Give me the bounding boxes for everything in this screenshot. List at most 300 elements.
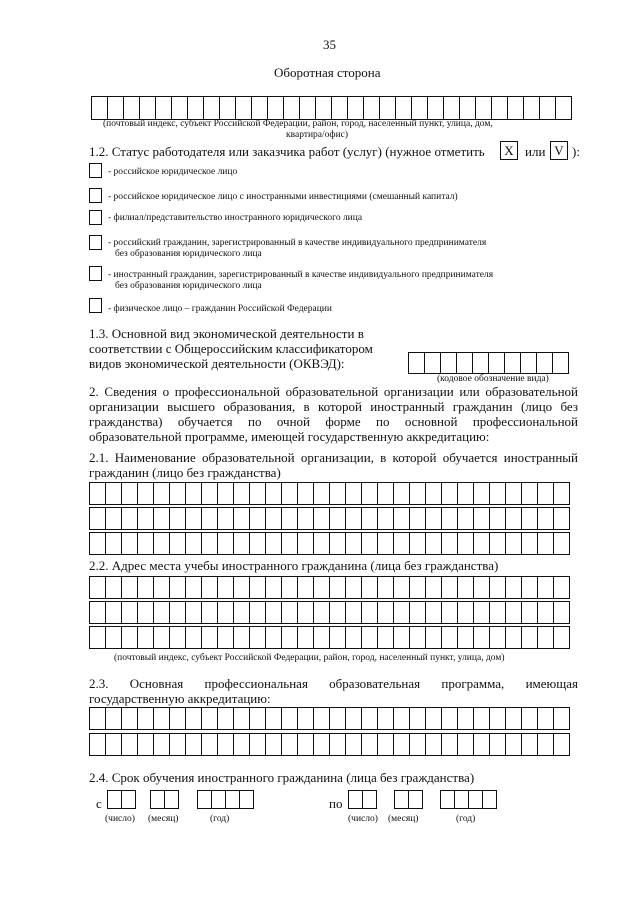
grid-cell[interactable] — [329, 576, 346, 599]
grid-cell[interactable] — [553, 601, 570, 624]
grid-cell[interactable] — [233, 532, 250, 555]
grid-cell[interactable] — [297, 707, 314, 730]
grid-cell[interactable] — [345, 576, 362, 599]
grid-cell[interactable] — [440, 352, 457, 374]
grid-cell[interactable] — [265, 707, 282, 730]
grid-cell[interactable] — [329, 482, 346, 505]
grid-cell[interactable] — [233, 733, 250, 756]
grid-cell[interactable] — [217, 507, 234, 530]
grid-cell[interactable] — [153, 576, 170, 599]
grid-cell[interactable] — [121, 733, 138, 756]
grid-cell[interactable] — [297, 576, 314, 599]
grid-cell[interactable] — [427, 96, 444, 120]
grid-cell[interactable] — [361, 576, 378, 599]
grid-cell[interactable] — [505, 733, 522, 756]
grid-cell[interactable] — [265, 733, 282, 756]
grid-cell[interactable] — [137, 626, 154, 649]
grid-cell[interactable] — [553, 482, 570, 505]
grid-cell[interactable] — [329, 733, 346, 756]
grid-cell[interactable] — [361, 482, 378, 505]
grid-cell[interactable] — [441, 626, 458, 649]
grid-cell[interactable] — [89, 507, 106, 530]
grid-cell[interactable] — [425, 626, 442, 649]
grid-cell[interactable] — [107, 96, 124, 120]
to-day-grid[interactable] — [348, 790, 376, 809]
grid-cell[interactable] — [377, 601, 394, 624]
grid-cell[interactable] — [137, 707, 154, 730]
grid-cell[interactable] — [537, 482, 554, 505]
grid-cell[interactable] — [537, 601, 554, 624]
grid-cell[interactable] — [537, 576, 554, 599]
grid-cell[interactable] — [217, 707, 234, 730]
grid-cell[interactable] — [345, 507, 362, 530]
grid-cell[interactable] — [265, 626, 282, 649]
grid-cell[interactable] — [185, 576, 202, 599]
grid-cell[interactable] — [521, 707, 538, 730]
grid-cell[interactable] — [377, 482, 394, 505]
grid-cell[interactable] — [345, 482, 362, 505]
grid-cell[interactable] — [281, 626, 298, 649]
grid-cell[interactable] — [297, 733, 314, 756]
grid-cell[interactable] — [488, 352, 505, 374]
grid-cell[interactable] — [169, 707, 186, 730]
grid-cell[interactable] — [347, 96, 364, 120]
program-grid-row-1[interactable] — [89, 707, 569, 730]
grid-cell[interactable] — [489, 601, 506, 624]
status-checkbox-russian-entrepreneur[interactable] — [89, 235, 102, 250]
grid-cell[interactable] — [217, 733, 234, 756]
grid-cell[interactable] — [329, 601, 346, 624]
grid-cell[interactable] — [409, 707, 426, 730]
grid-cell[interactable] — [315, 96, 332, 120]
grid-cell[interactable] — [489, 507, 506, 530]
grid-cell[interactable] — [105, 707, 122, 730]
grid-cell[interactable] — [537, 733, 554, 756]
org-name-grid-row-1[interactable] — [89, 482, 569, 505]
grid-cell[interactable] — [441, 707, 458, 730]
grid-cell[interactable] — [409, 532, 426, 555]
grid-cell[interactable] — [537, 507, 554, 530]
grid-cell[interactable] — [233, 601, 250, 624]
grid-cell[interactable] — [265, 532, 282, 555]
grid-cell[interactable] — [169, 576, 186, 599]
grid-cell[interactable] — [377, 576, 394, 599]
grid-cell[interactable] — [441, 733, 458, 756]
grid-cell[interactable] — [89, 626, 106, 649]
grid-cell[interactable] — [265, 482, 282, 505]
grid-cell[interactable] — [457, 601, 474, 624]
grid-cell[interactable] — [457, 626, 474, 649]
grid-cell[interactable] — [123, 96, 140, 120]
grid-cell[interactable] — [408, 790, 423, 809]
grid-cell[interactable] — [105, 576, 122, 599]
grid-cell[interactable] — [521, 532, 538, 555]
grid-cell[interactable] — [505, 482, 522, 505]
address-grid[interactable] — [91, 96, 571, 120]
grid-cell[interactable] — [329, 707, 346, 730]
grid-cell[interactable] — [89, 576, 106, 599]
grid-cell[interactable] — [265, 507, 282, 530]
grid-cell[interactable] — [185, 507, 202, 530]
grid-cell[interactable] — [489, 707, 506, 730]
grid-cell[interactable] — [425, 507, 442, 530]
grid-cell[interactable] — [521, 507, 538, 530]
grid-cell[interactable] — [468, 790, 483, 809]
grid-cell[interactable] — [473, 601, 490, 624]
grid-cell[interactable] — [443, 96, 460, 120]
grid-cell[interactable] — [393, 482, 410, 505]
grid-cell[interactable] — [217, 532, 234, 555]
grid-cell[interactable] — [505, 707, 522, 730]
grid-cell[interactable] — [425, 707, 442, 730]
grid-cell[interactable] — [555, 96, 572, 120]
to-year-grid[interactable] — [440, 790, 496, 809]
grid-cell[interactable] — [441, 507, 458, 530]
grid-cell[interactable] — [377, 532, 394, 555]
grid-cell[interactable] — [489, 576, 506, 599]
grid-cell[interactable] — [249, 576, 266, 599]
grid-cell[interactable] — [89, 733, 106, 756]
grid-cell[interactable] — [185, 733, 202, 756]
grid-cell[interactable] — [313, 626, 330, 649]
grid-cell[interactable] — [425, 576, 442, 599]
grid-cell[interactable] — [217, 601, 234, 624]
grid-cell[interactable] — [553, 626, 570, 649]
grid-cell[interactable] — [297, 507, 314, 530]
grid-cell[interactable] — [185, 601, 202, 624]
grid-cell[interactable] — [472, 352, 489, 374]
grid-cell[interactable] — [169, 601, 186, 624]
from-month-grid[interactable] — [150, 790, 178, 809]
grid-cell[interactable] — [171, 96, 188, 120]
grid-cell[interactable] — [121, 790, 136, 809]
grid-cell[interactable] — [249, 707, 266, 730]
grid-cell[interactable] — [491, 96, 508, 120]
grid-cell[interactable] — [89, 707, 106, 730]
grid-cell[interactable] — [201, 482, 218, 505]
grid-cell[interactable] — [393, 532, 410, 555]
grid-cell[interactable] — [457, 576, 474, 599]
grid-cell[interactable] — [362, 790, 377, 809]
grid-cell[interactable] — [409, 733, 426, 756]
grid-cell[interactable] — [121, 482, 138, 505]
grid-cell[interactable] — [473, 576, 490, 599]
grid-cell[interactable] — [201, 576, 218, 599]
grid-cell[interactable] — [507, 96, 524, 120]
grid-cell[interactable] — [169, 482, 186, 505]
grid-cell[interactable] — [379, 96, 396, 120]
grid-cell[interactable] — [539, 96, 556, 120]
grid-cell[interactable] — [394, 790, 409, 809]
grid-cell[interactable] — [185, 532, 202, 555]
grid-cell[interactable] — [233, 707, 250, 730]
grid-cell[interactable] — [393, 707, 410, 730]
grid-cell[interactable] — [203, 96, 220, 120]
grid-cell[interactable] — [89, 601, 106, 624]
from-day-grid[interactable] — [107, 790, 135, 809]
grid-cell[interactable] — [553, 576, 570, 599]
grid-cell[interactable] — [457, 507, 474, 530]
grid-cell[interactable] — [425, 532, 442, 555]
grid-cell[interactable] — [553, 507, 570, 530]
grid-cell[interactable] — [441, 532, 458, 555]
grid-cell[interactable] — [105, 601, 122, 624]
grid-cell[interactable] — [185, 626, 202, 649]
grid-cell[interactable] — [552, 352, 569, 374]
grid-cell[interactable] — [489, 626, 506, 649]
grid-cell[interactable] — [409, 601, 426, 624]
grid-cell[interactable] — [363, 96, 380, 120]
grid-cell[interactable] — [201, 532, 218, 555]
grid-cell[interactable] — [553, 532, 570, 555]
grid-cell[interactable] — [281, 532, 298, 555]
grid-cell[interactable] — [249, 532, 266, 555]
grid-cell[interactable] — [329, 626, 346, 649]
grid-cell[interactable] — [345, 626, 362, 649]
status-checkbox-mixed-capital[interactable] — [89, 188, 102, 203]
grid-cell[interactable] — [473, 482, 490, 505]
grid-cell[interactable] — [505, 532, 522, 555]
grid-cell[interactable] — [313, 576, 330, 599]
grid-cell[interactable] — [201, 733, 218, 756]
grid-cell[interactable] — [265, 576, 282, 599]
grid-cell[interactable] — [233, 576, 250, 599]
grid-cell[interactable] — [377, 507, 394, 530]
grid-cell[interactable] — [281, 707, 298, 730]
grid-cell[interactable] — [393, 576, 410, 599]
grid-cell[interactable] — [153, 507, 170, 530]
grid-cell[interactable] — [239, 790, 254, 809]
grid-cell[interactable] — [297, 532, 314, 555]
grid-cell[interactable] — [505, 626, 522, 649]
grid-cell[interactable] — [456, 352, 473, 374]
grid-cell[interactable] — [313, 507, 330, 530]
grid-cell[interactable] — [153, 733, 170, 756]
grid-cell[interactable] — [345, 707, 362, 730]
grid-cell[interactable] — [137, 576, 154, 599]
grid-cell[interactable] — [225, 790, 240, 809]
grid-cell[interactable] — [425, 601, 442, 624]
grid-cell[interactable] — [169, 507, 186, 530]
grid-cell[interactable] — [345, 733, 362, 756]
grid-cell[interactable] — [121, 507, 138, 530]
grid-cell[interactable] — [121, 532, 138, 555]
grid-cell[interactable] — [201, 626, 218, 649]
grid-cell[interactable] — [361, 626, 378, 649]
grid-cell[interactable] — [425, 733, 442, 756]
grid-cell[interactable] — [185, 482, 202, 505]
grid-cell[interactable] — [217, 576, 234, 599]
program-grid-row-2[interactable] — [89, 733, 569, 756]
grid-cell[interactable] — [521, 626, 538, 649]
grid-cell[interactable] — [537, 532, 554, 555]
grid-cell[interactable] — [395, 96, 412, 120]
okved-code-grid[interactable] — [408, 352, 568, 374]
grid-cell[interactable] — [217, 482, 234, 505]
grid-cell[interactable] — [105, 532, 122, 555]
grid-cell[interactable] — [105, 507, 122, 530]
grid-cell[interactable] — [457, 707, 474, 730]
grid-cell[interactable] — [408, 352, 425, 374]
grid-cell[interactable] — [201, 707, 218, 730]
grid-cell[interactable] — [441, 601, 458, 624]
grid-cell[interactable] — [425, 482, 442, 505]
grid-cell[interactable] — [475, 96, 492, 120]
status-checkbox-foreign-entrepreneur[interactable] — [89, 266, 102, 281]
grid-cell[interactable] — [297, 601, 314, 624]
grid-cell[interactable] — [137, 532, 154, 555]
grid-cell[interactable] — [137, 482, 154, 505]
grid-cell[interactable] — [345, 532, 362, 555]
grid-cell[interactable] — [281, 482, 298, 505]
grid-cell[interactable] — [91, 96, 108, 120]
grid-cell[interactable] — [393, 626, 410, 649]
grid-cell[interactable] — [313, 482, 330, 505]
grid-cell[interactable] — [153, 601, 170, 624]
grid-cell[interactable] — [197, 790, 212, 809]
grid-cell[interactable] — [523, 96, 540, 120]
grid-cell[interactable] — [409, 576, 426, 599]
grid-cell[interactable] — [249, 626, 266, 649]
grid-cell[interactable] — [201, 507, 218, 530]
status-checkbox-individual[interactable] — [89, 298, 102, 313]
grid-cell[interactable] — [440, 790, 455, 809]
grid-cell[interactable] — [377, 707, 394, 730]
grid-cell[interactable] — [297, 626, 314, 649]
grid-cell[interactable] — [313, 707, 330, 730]
grid-cell[interactable] — [457, 532, 474, 555]
grid-cell[interactable] — [313, 601, 330, 624]
grid-cell[interactable] — [201, 601, 218, 624]
grid-cell[interactable] — [249, 482, 266, 505]
grid-cell[interactable] — [137, 507, 154, 530]
grid-cell[interactable] — [107, 790, 122, 809]
grid-cell[interactable] — [457, 733, 474, 756]
status-checkbox-russian-legal[interactable] — [89, 163, 102, 178]
grid-cell[interactable] — [121, 601, 138, 624]
grid-cell[interactable] — [361, 601, 378, 624]
grid-cell[interactable] — [409, 626, 426, 649]
grid-cell[interactable] — [233, 507, 250, 530]
grid-cell[interactable] — [377, 733, 394, 756]
grid-cell[interactable] — [233, 626, 250, 649]
grid-cell[interactable] — [505, 601, 522, 624]
grid-cell[interactable] — [329, 507, 346, 530]
to-month-grid[interactable] — [394, 790, 422, 809]
org-name-grid-row-3[interactable] — [89, 532, 569, 555]
grid-cell[interactable] — [297, 482, 314, 505]
grid-cell[interactable] — [233, 482, 250, 505]
grid-cell[interactable] — [313, 733, 330, 756]
grid-cell[interactable] — [393, 733, 410, 756]
grid-cell[interactable] — [424, 352, 441, 374]
grid-cell[interactable] — [361, 507, 378, 530]
grid-cell[interactable] — [521, 601, 538, 624]
grid-cell[interactable] — [521, 482, 538, 505]
grid-cell[interactable] — [473, 532, 490, 555]
grid-cell[interactable] — [249, 733, 266, 756]
grid-cell[interactable] — [219, 96, 236, 120]
grid-cell[interactable] — [217, 626, 234, 649]
grid-cell[interactable] — [393, 601, 410, 624]
grid-cell[interactable] — [553, 733, 570, 756]
grid-cell[interactable] — [164, 790, 179, 809]
grid-cell[interactable] — [265, 601, 282, 624]
grid-cell[interactable] — [520, 352, 537, 374]
grid-cell[interactable] — [313, 532, 330, 555]
grid-cell[interactable] — [329, 532, 346, 555]
grid-cell[interactable] — [249, 507, 266, 530]
grid-cell[interactable] — [536, 352, 553, 374]
grid-cell[interactable] — [105, 626, 122, 649]
grid-cell[interactable] — [137, 733, 154, 756]
grid-cell[interactable] — [409, 507, 426, 530]
from-year-grid[interactable] — [197, 790, 253, 809]
grid-cell[interactable] — [299, 96, 316, 120]
grid-cell[interactable] — [521, 733, 538, 756]
grid-cell[interactable] — [281, 576, 298, 599]
grid-cell[interactable] — [281, 507, 298, 530]
grid-cell[interactable] — [150, 790, 165, 809]
grid-cell[interactable] — [489, 532, 506, 555]
study-address-grid-row-3[interactable] — [89, 626, 569, 649]
grid-cell[interactable] — [473, 707, 490, 730]
grid-cell[interactable] — [155, 96, 172, 120]
grid-cell[interactable] — [473, 626, 490, 649]
grid-cell[interactable] — [361, 707, 378, 730]
grid-cell[interactable] — [441, 576, 458, 599]
study-address-grid-row-2[interactable] — [89, 601, 569, 624]
grid-cell[interactable] — [454, 790, 469, 809]
grid-cell[interactable] — [281, 601, 298, 624]
grid-cell[interactable] — [169, 532, 186, 555]
grid-cell[interactable] — [187, 96, 204, 120]
grid-cell[interactable] — [489, 733, 506, 756]
grid-cell[interactable] — [504, 352, 521, 374]
grid-cell[interactable] — [137, 601, 154, 624]
grid-cell[interactable] — [89, 532, 106, 555]
grid-cell[interactable] — [411, 96, 428, 120]
grid-cell[interactable] — [249, 601, 266, 624]
grid-cell[interactable] — [441, 482, 458, 505]
grid-cell[interactable] — [473, 507, 490, 530]
grid-cell[interactable] — [89, 482, 106, 505]
org-name-grid-row-2[interactable] — [89, 507, 569, 530]
grid-cell[interactable] — [348, 790, 363, 809]
grid-cell[interactable] — [283, 96, 300, 120]
grid-cell[interactable] — [169, 626, 186, 649]
grid-cell[interactable] — [121, 707, 138, 730]
grid-cell[interactable] — [505, 507, 522, 530]
grid-cell[interactable] — [153, 626, 170, 649]
grid-cell[interactable] — [537, 707, 554, 730]
grid-cell[interactable] — [331, 96, 348, 120]
grid-cell[interactable] — [457, 482, 474, 505]
grid-cell[interactable] — [153, 532, 170, 555]
grid-cell[interactable] — [169, 733, 186, 756]
grid-cell[interactable] — [139, 96, 156, 120]
grid-cell[interactable] — [393, 507, 410, 530]
status-checkbox-foreign-branch[interactable] — [89, 210, 102, 225]
grid-cell[interactable] — [105, 482, 122, 505]
grid-cell[interactable] — [267, 96, 284, 120]
grid-cell[interactable] — [211, 790, 226, 809]
grid-cell[interactable] — [521, 576, 538, 599]
grid-cell[interactable] — [409, 482, 426, 505]
grid-cell[interactable] — [505, 576, 522, 599]
grid-cell[interactable] — [185, 707, 202, 730]
grid-cell[interactable] — [153, 707, 170, 730]
